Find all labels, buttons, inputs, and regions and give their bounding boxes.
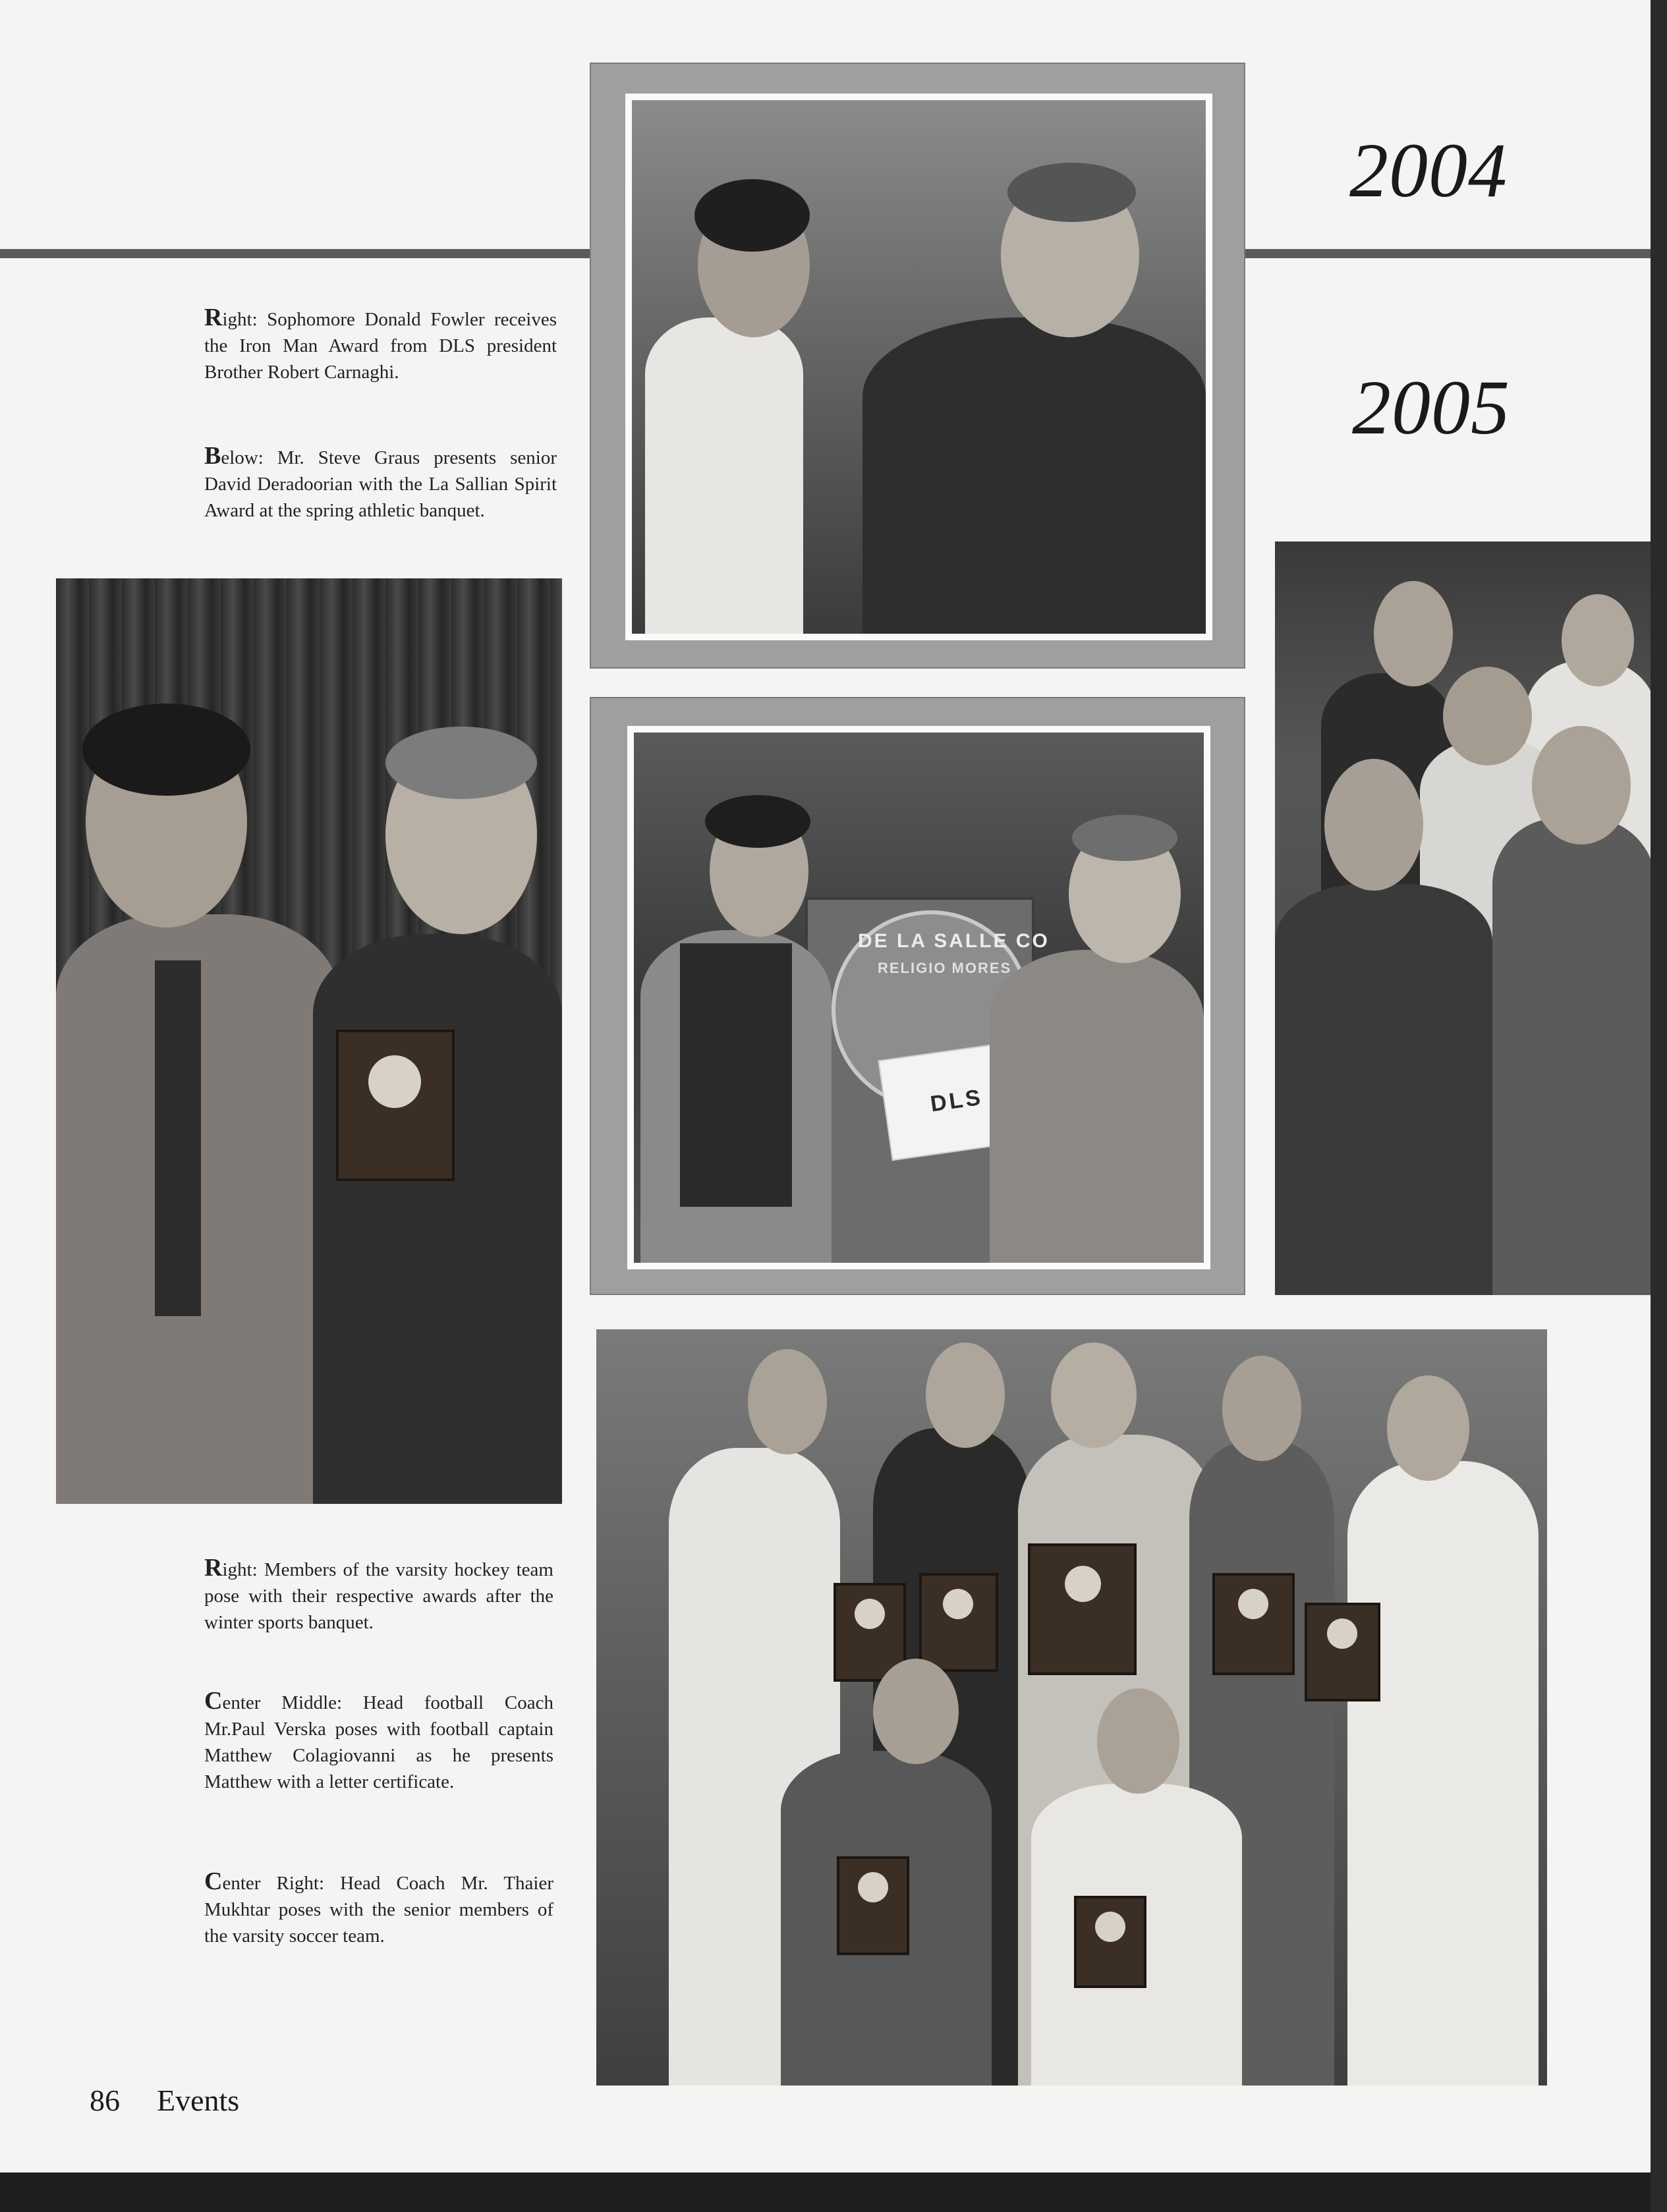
player-back-right-head (1562, 594, 1634, 686)
player-middle-head (1443, 667, 1532, 765)
caption-lead-letter: R (204, 304, 223, 331)
david-tie (155, 960, 201, 1316)
coach-figure (990, 950, 1204, 1263)
seal-text: DE LA SALLE CO (858, 930, 1050, 952)
photo-frame-iron-man (590, 63, 1245, 669)
bottom-edge-bar (0, 2172, 1667, 2212)
plaque-medal (1238, 1589, 1268, 1619)
photo-soccer-seniors (1275, 541, 1656, 1295)
hockey-player-5 (1347, 1461, 1539, 2086)
caption-football (204, 1688, 553, 1795)
hockey-player-1-head (748, 1349, 827, 1454)
player-front-right (1492, 818, 1656, 1295)
hockey-plaque-5 (1305, 1603, 1380, 1701)
page-number: 86 (90, 2084, 120, 2117)
hockey-player-4-head (1222, 1356, 1301, 1461)
hockey-player-2-head (926, 1342, 1005, 1448)
seal-inner-text: RELIGIO MORES (878, 960, 1012, 976)
caption-text: elow: Mr. Steve Graus presents senior David Deradoorian with the La Sallian Spirit Award at the spring athletic banquet. (204, 447, 557, 521)
captain-hair (705, 795, 810, 848)
section-name: Events (157, 2084, 240, 2117)
player-back-left-head (1374, 581, 1453, 686)
photo-football-certificate (634, 733, 1204, 1263)
header-rule-left (0, 249, 590, 258)
caption-text: ight: Sophomore Donald Fowler receives the Iron Man Award from DLS president Brother Robert Carnaghi. (204, 309, 557, 383)
spirit-award-plaque (336, 1030, 455, 1181)
captain-vest (680, 943, 792, 1207)
hockey-player-kneel-2-head (1097, 1688, 1179, 1794)
header-rule-right (1245, 249, 1667, 258)
student-figure (645, 318, 803, 634)
year-2004: 2004 (1349, 127, 1508, 213)
plaque-medal (368, 1055, 421, 1108)
plaque-medal (855, 1599, 885, 1629)
president-figure (862, 318, 1206, 634)
caption-lead-letter: C (204, 1867, 223, 1895)
president-hair (1007, 163, 1136, 222)
coach-mukhtar-head (1324, 759, 1423, 891)
hockey-plaque-2 (919, 1573, 998, 1672)
plaque-medal (1095, 1912, 1125, 1942)
caption-text: enter Right: Head Coach Mr. Thaier Mukhtar poses with the senior members of the varsity soccer team. (204, 1873, 553, 1947)
right-edge-bar (1651, 0, 1667, 2212)
steve-figure (313, 934, 562, 1504)
hockey-plaque-kneel-1 (837, 1856, 909, 1955)
hockey-team-plaque (1028, 1543, 1137, 1675)
coach-mukhtar-figure (1275, 884, 1492, 1295)
photo-spirit-award (56, 578, 562, 1504)
caption-hockey (204, 1555, 553, 1636)
caption-soccer (204, 1868, 553, 1949)
plaque-medal (1327, 1618, 1357, 1649)
caption-lead-letter: R (204, 1554, 223, 1582)
player-front-right-head (1532, 726, 1631, 844)
caption-spirit-award (204, 443, 557, 524)
photo-frame-football (590, 697, 1245, 1295)
hockey-plaque-kneel-2 (1074, 1896, 1146, 1988)
hockey-player-kneel-1-head (873, 1659, 959, 1764)
caption-lead-letter: C (204, 1687, 223, 1715)
caption-text: ight: Members of the varsity hockey team pose with their respective awards after the winter sports banquet. (204, 1559, 553, 1633)
hockey-player-5-head (1387, 1375, 1469, 1481)
caption-iron-man (204, 304, 557, 385)
caption-text: enter Middle: Head football Coach Mr.Paul Verska poses with football captain Matthew Colagiovanni as he presents Matthew with a letter certificate. (204, 1692, 553, 1792)
photo-hockey-team (596, 1329, 1547, 2086)
coach-hair (1072, 815, 1177, 861)
hockey-coach-head (1051, 1342, 1137, 1448)
david-hair (82, 704, 250, 796)
steve-hair (385, 727, 537, 799)
student-hair (694, 179, 810, 252)
photo-iron-man-award (632, 100, 1206, 634)
plaque-medal (943, 1589, 973, 1619)
certificate-text: DLS (928, 1084, 985, 1117)
plaque-medal (858, 1872, 888, 1902)
year-2005: 2005 (1352, 364, 1510, 451)
plaque-medal (1065, 1566, 1101, 1602)
caption-lead-letter: B (204, 442, 221, 470)
hockey-plaque-4 (1212, 1573, 1295, 1675)
